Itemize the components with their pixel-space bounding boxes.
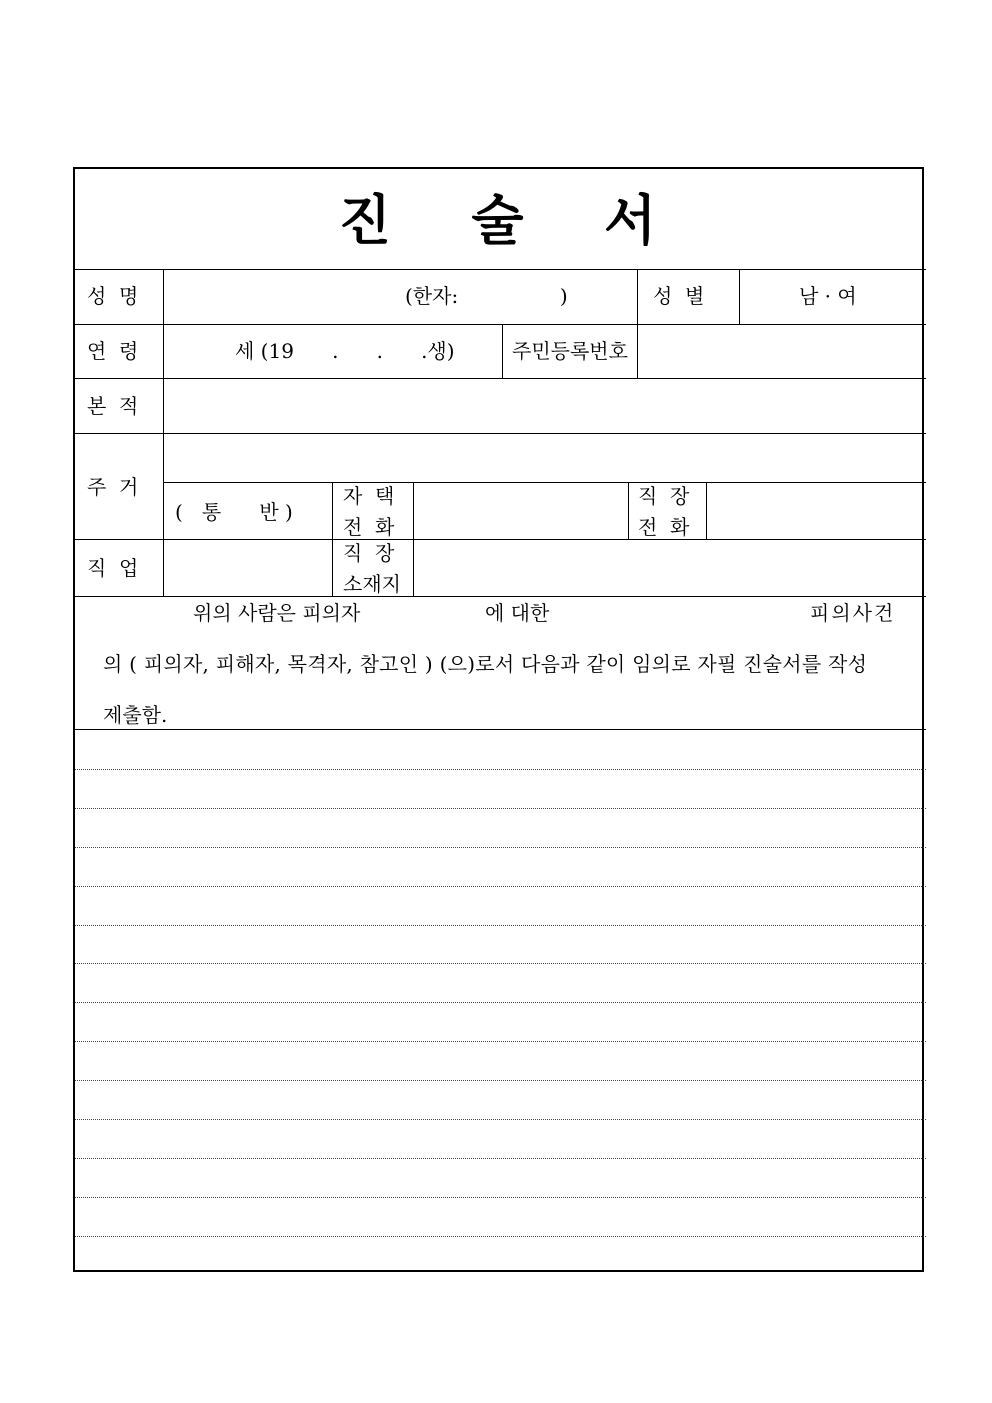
work-location-label-1: 직 장	[343, 541, 395, 565]
age-label: 연 령	[87, 339, 139, 363]
divider	[637, 269, 638, 378]
divider	[75, 729, 926, 730]
statement-line3: 제출함.	[103, 703, 168, 727]
writing-line[interactable]	[75, 1236, 926, 1237]
statement-form	[73, 167, 924, 1272]
divider	[163, 482, 926, 483]
divider	[706, 482, 707, 539]
origin-label: 본 적	[87, 394, 139, 418]
divider	[413, 482, 414, 596]
writing-line[interactable]	[75, 886, 926, 887]
home-phone-label-2: 전 화	[343, 515, 395, 539]
writing-line[interactable]	[75, 769, 926, 770]
writing-line[interactable]	[75, 1080, 926, 1081]
writing-line[interactable]	[75, 925, 926, 926]
divider	[628, 482, 629, 539]
writing-line[interactable]	[75, 1041, 926, 1042]
divider	[502, 324, 503, 378]
writing-line[interactable]	[75, 1197, 926, 1198]
work-phone-label-2: 전 화	[638, 515, 690, 539]
tong-ban-field[interactable]: ( 통 반 )	[175, 500, 293, 524]
age-field[interactable]: 세 (19 . . .생)	[235, 339, 455, 363]
statement-line1-start: 위의 사람은 피의자	[193, 601, 361, 625]
divider	[332, 482, 333, 596]
writing-line[interactable]	[75, 1119, 926, 1120]
divider	[75, 269, 926, 270]
divider	[75, 433, 926, 434]
writing-line[interactable]	[75, 1158, 926, 1159]
writing-line[interactable]	[75, 847, 926, 848]
form-title: 진 술 서	[338, 188, 663, 252]
statement-line2: 의 ( 피의자, 피해자, 목격자, 참고인 ) (으)로서 다음과 같이 임의로 자필 진술서를 작성	[103, 652, 868, 676]
resident-no-label: 주민등록번호	[512, 339, 628, 363]
work-phone-label-1: 직 장	[638, 484, 690, 508]
gender-label: 성 별	[653, 284, 705, 308]
divider	[739, 269, 740, 324]
home-phone-label-1: 자 택	[343, 484, 395, 508]
statement-line1-end: 피의사건	[810, 601, 896, 625]
writing-line[interactable]	[75, 963, 926, 964]
divider	[75, 596, 926, 597]
occupation-label: 직 업	[87, 556, 139, 580]
divider	[75, 324, 926, 325]
writing-line[interactable]	[75, 808, 926, 809]
statement-line1-middle: 에 대한	[485, 601, 550, 625]
name-label: 성 명	[87, 284, 139, 308]
gender-options[interactable]: 남 · 여	[799, 284, 857, 308]
writing-line[interactable]	[75, 1002, 926, 1003]
hanja-field[interactable]: (한자: )	[405, 284, 568, 308]
address-label: 주 거	[87, 475, 139, 499]
divider	[163, 269, 164, 596]
divider	[75, 378, 926, 379]
divider	[75, 539, 926, 540]
work-location-label-2: 소재지	[343, 572, 401, 596]
